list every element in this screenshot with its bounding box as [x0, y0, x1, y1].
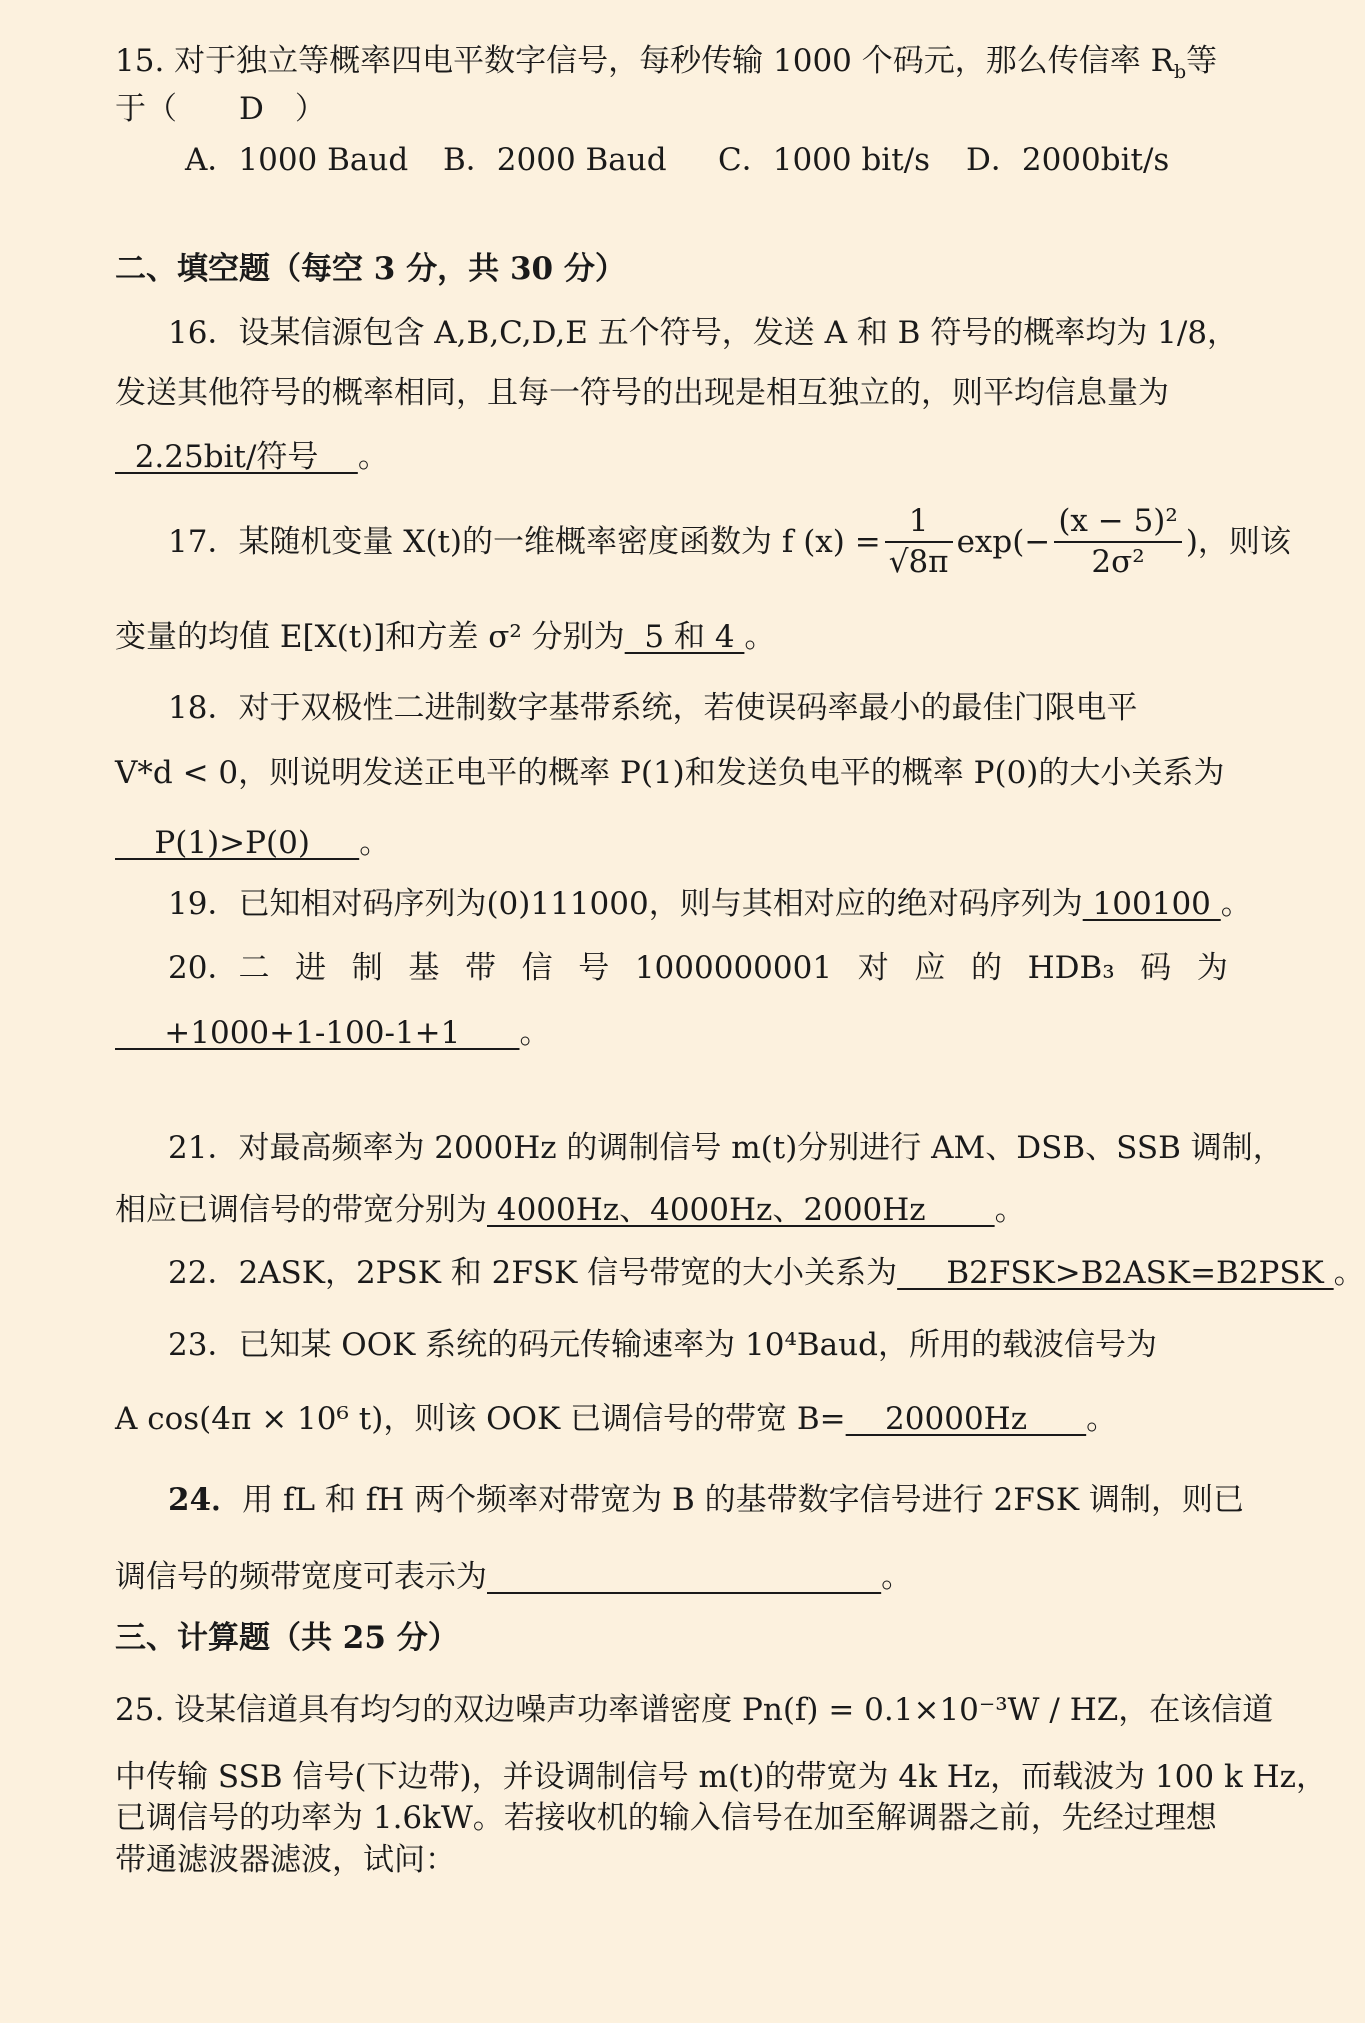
q20-word: 的 — [970, 950, 1002, 986]
q25-line4: 带通滤波器滤波，试问： — [115, 1842, 456, 1878]
q20-word: 进 — [295, 950, 327, 986]
q24-line1: 24．用 fL 和 fH 两个频率对带宽为 B 的基带数字信号进行 2FSK 调制，则已 — [168, 1482, 1244, 1518]
section3-heading: 三、计算题（共 25 分） — [115, 1620, 459, 1656]
q25-line1: 25. 设某信道具有均匀的双边噪声功率谱密度 Pn(f) = 0.1×10⁻³W / HZ，在该信道 — [115, 1692, 1274, 1728]
q16-line2: 发送其他符号的概率相同，且每一符号的出现是相互独立的，则平均信息量为 — [115, 375, 1169, 411]
q23-answer: 20000Hz — [845, 1401, 1087, 1437]
q20-word: 制 — [351, 950, 383, 986]
q22-line: 22．2ASK，2PSK 和 2FSK 信号带宽的大小关系为 B2FSK>B2ASK=B2PSK 。 — [168, 1255, 1365, 1291]
q15-option-b: B．2000 Baud — [443, 142, 667, 178]
q20-word: 1000000001 — [634, 950, 833, 986]
q16-answer: 2.25bit/符号 — [115, 439, 358, 475]
q25-line3: 已调信号的功率为 1.6kW。若接收机的输入信号在加至解调器之前，先经过理想 — [115, 1800, 1217, 1836]
q17-line1: 17．某随机变量 X(t)的一维概率密度函数为 f (x) = $\frac{1}{√8\pi}$ exp(− $\frac{\text{(x − 5)²}}{\text{2σ²}}$ )，则该 — [168, 503, 1291, 580]
q24-line2: 调信号的频带宽度可表示为 。 — [115, 1559, 913, 1595]
q18-line1: 18．对于双极性二进制数字基带系统，若使误码率最小的最佳门限电平 — [168, 690, 1138, 726]
q23-line1: 23．已知某 OOK 系统的码元传输速率为 10⁴Baud，所用的载波信号为 — [168, 1327, 1157, 1363]
q17-fraction-1: $\frac{1}{√8\pi}$ — [885, 506, 953, 578]
q21-answer: 4000Hz、4000Hz、2000Hz — [487, 1192, 995, 1228]
q20-line1 — [168, 950, 1228, 986]
q20-word: 对 — [857, 950, 889, 986]
q20-word: 号 — [578, 950, 610, 986]
q19-line: 19．已知相对码序列为(0)111000，则与其相对应的绝对码序列为 100100 。 — [168, 886, 1252, 922]
q20-word: HDB₃ — [1027, 950, 1115, 986]
q20-word: 为 — [1196, 950, 1228, 986]
q15-line2: 于（ D ） — [115, 91, 326, 127]
q20-line2: +1000+1-100-1+1 。 — [115, 1015, 551, 1051]
q22-answer: B2FSK>B2ASK=B2PSK — [897, 1255, 1334, 1291]
q19-answer: 100100 — [1082, 886, 1221, 922]
q15-option-d: D．2000bit/s — [966, 142, 1170, 178]
q23-line2: A cos(4π × 10⁶ t)，则该 OOK 已调信号的带宽 B= 20000Hz 。 — [115, 1401, 1118, 1437]
q21-line2: 相应已调信号的带宽分别为 4000Hz、4000Hz、2000Hz 。 — [115, 1192, 1026, 1228]
q20-word: 信 — [521, 950, 553, 986]
q20-word: 码 — [1140, 950, 1172, 986]
q15-option-a: A．1000 Baud — [185, 142, 409, 178]
section2-heading: 二、填空题（每空 3 分，共 30 分） — [115, 251, 626, 287]
q21-line1: 21．对最高频率为 2000Hz 的调制信号 m(t)分别进行 AM、DSB、SSB 调制， — [168, 1130, 1284, 1166]
q20-word: 带 — [464, 950, 496, 986]
q18-line2: V*d < 0，则说明发送正电平的概率 P(1)和发送负电平的概率 P(0)的大小关系为 — [115, 755, 1225, 791]
q16-line1: 16．设某信源包含 A,B,C,D,E 五个符号，发送 A 和 B 符号的概率均为 1/8， — [168, 315, 1239, 351]
q20-word: 应 — [914, 950, 946, 986]
q18-line3: P(1)>P(0) 。 — [115, 825, 391, 861]
q17-fraction-2: $\frac{\text{(x − 5)²}}{\text{2σ²}}$ — [1054, 506, 1182, 578]
q18-answer: P(1)>P(0) — [115, 825, 360, 861]
q25-line2: 中传输 SSB 信号(下边带)，并设调制信号 m(t)的带宽为 4k Hz，而载波为 100 k Hz， — [115, 1759, 1327, 1795]
q16-line3: 2.25bit/符号 。 — [115, 439, 389, 475]
q15-line1: 15. 对于独立等概率四电平数字信号，每秒传输 1000 个码元，那么传信率 $R_b$等 — [115, 43, 1218, 84]
q20-answer: +1000+1-100-1+1 — [115, 1015, 520, 1051]
q20-word: 20．二 — [168, 950, 270, 986]
q24-blank — [487, 1559, 881, 1595]
q15-option-c: C．1000 bit/s — [718, 142, 931, 178]
q17-answer: 5 和 4 — [624, 619, 745, 655]
q17-line2: 变量的均值 E[X(t)]和方差 σ² 分别为 5 和 4 。 — [115, 619, 776, 655]
q20-word: 基 — [408, 950, 440, 986]
